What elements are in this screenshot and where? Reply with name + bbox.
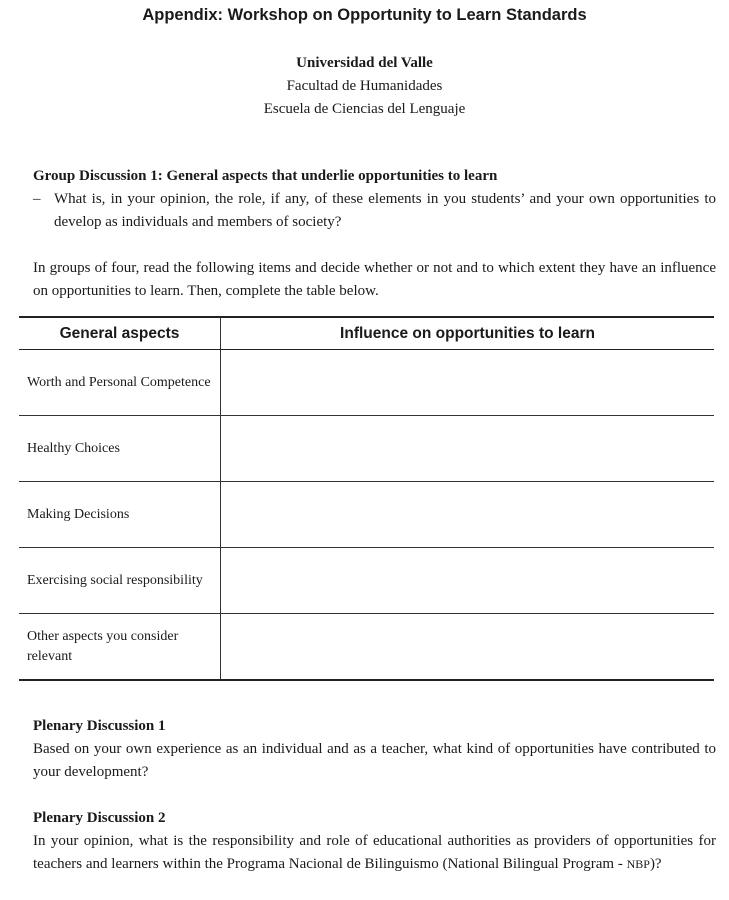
- aspect-cell: Exercising social responsibility: [19, 548, 221, 614]
- table-row: [19, 614, 714, 681]
- plenary-discussion-2: [33, 807, 716, 876]
- instructions-text: In groups of four, read the following items and decide whether or not and to which extent they have an influence on opportunities to learn. Then, complete the table below.: [33, 260, 716, 299]
- table-row: [19, 482, 714, 548]
- aspect-cell: Healthy Choices: [19, 416, 221, 482]
- discussion-bullet: [33, 188, 716, 234]
- group-discussion-heading: Group Discussion 1: General aspects that underlie opportunities to learn: [33, 168, 498, 184]
- institution-block: [0, 52, 729, 121]
- influence-cell[interactable]: [221, 548, 715, 614]
- plenary2-body: In your opinion, what is the responsibility and role of educational authorities as providers of opportunities for teachers and learners within the Programa Nacional de Bilinguismo (National Bilingual Program -: [33, 833, 716, 872]
- influence-cell[interactable]: [221, 350, 715, 416]
- nbp-abbreviation: NBP: [626, 857, 650, 871]
- aspect-cell: Other aspects you consider relevant: [19, 614, 221, 681]
- aspect-cell: Worth and Personal Competence: [19, 350, 221, 416]
- school-name: Escuela de Ciencias del Lenguaje: [263, 101, 466, 117]
- plenary1-text: Based on your own experience as an individual and as a teacher, what kind of opportunities have contributed to your development?: [33, 741, 716, 780]
- bullet-text: What is, in your opinion, the role, if any, of these elements in you students’ and your own opportunities to develop as individuals and members of society?: [54, 191, 716, 230]
- plenary2-text: [33, 830, 716, 876]
- influence-cell[interactable]: [221, 614, 715, 681]
- table-header-row: [19, 317, 714, 350]
- bullet-dash: –: [33, 191, 41, 207]
- aspects-table: [19, 316, 714, 681]
- university-name: Universidad del Valle: [296, 55, 433, 71]
- table-row: [19, 548, 714, 614]
- page-title: Appendix: Workshop on Opportunity to Learn Standards: [142, 6, 587, 24]
- group-discussion-section: [33, 165, 716, 303]
- aspect-cell: Making Decisions: [19, 482, 221, 548]
- influence-cell[interactable]: [221, 482, 715, 548]
- plenary-discussion-1: [33, 715, 716, 784]
- influence-cell[interactable]: [221, 416, 715, 482]
- plenary2-end: )?: [649, 856, 662, 872]
- table-row: [19, 416, 714, 482]
- table-row: [19, 350, 714, 416]
- plenary1-heading: Plenary Discussion 1: [33, 718, 166, 734]
- header-general-aspects: General aspects: [19, 317, 221, 350]
- faculty-name: Facultad de Humanidades: [286, 78, 443, 94]
- header-influence: Influence on opportunities to learn: [221, 317, 715, 350]
- plenary2-heading: Plenary Discussion 2: [33, 810, 166, 826]
